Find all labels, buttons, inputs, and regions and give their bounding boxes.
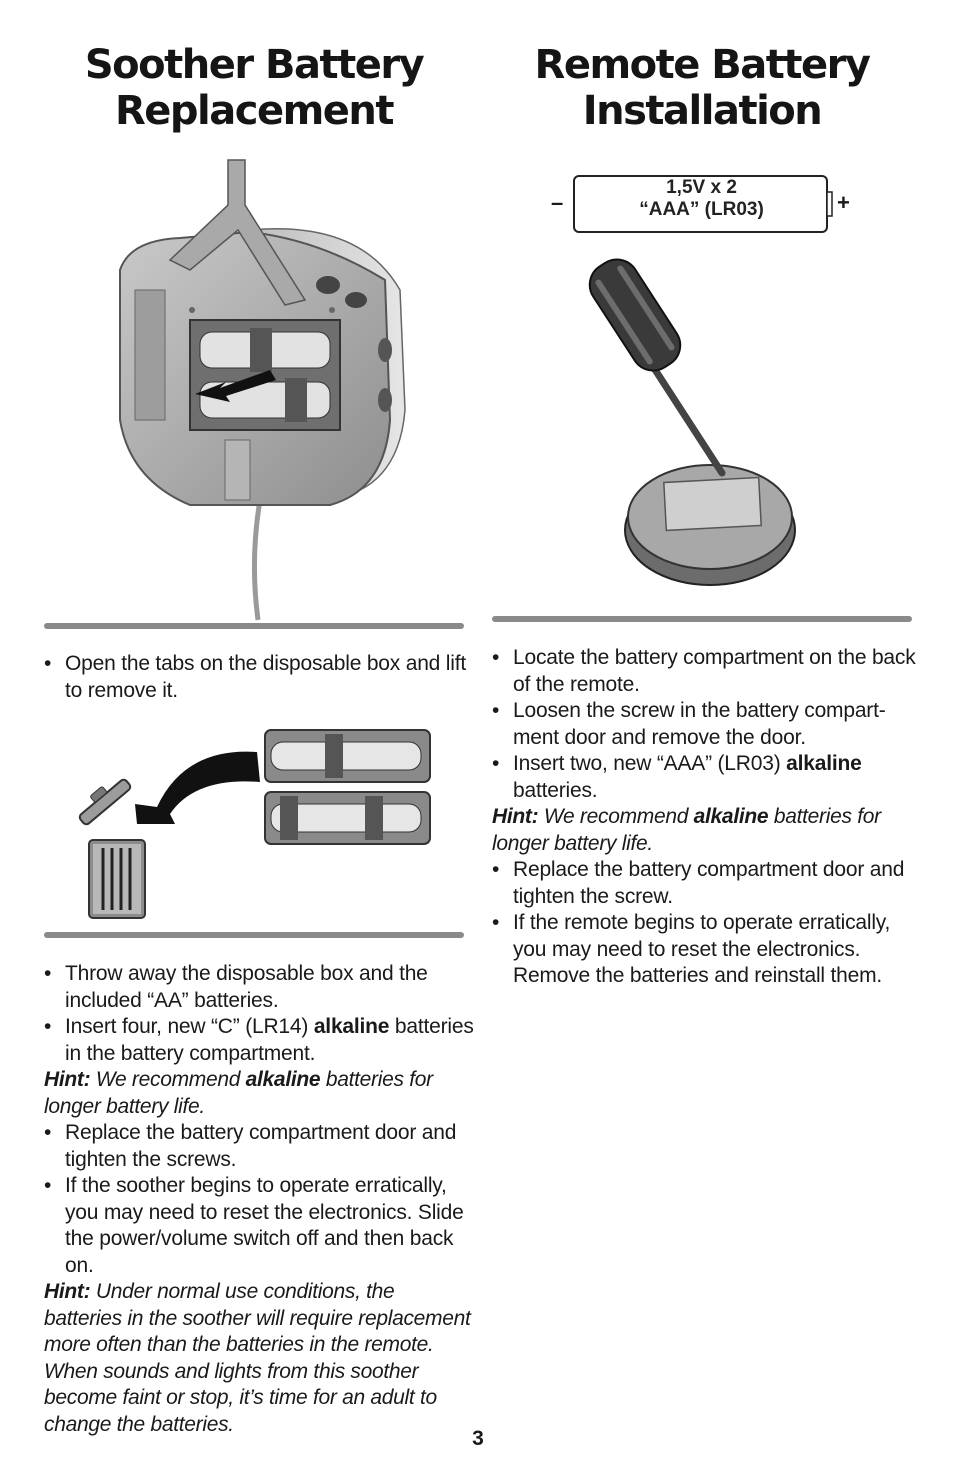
left-bullet-insert-four-bold: alkaline — [313, 1015, 390, 1038]
left-bullet-insert-four — [44, 1014, 476, 1067]
right-hint-alkaline-text: We recommend — [538, 805, 694, 828]
soother-title-line2: Replacement — [114, 88, 393, 134]
right-bullet-insert-two — [492, 751, 918, 804]
right-bullet-insert-two-text: Insert two, new “AAA” (LR03) — [513, 752, 787, 775]
left-hint-alkaline-text: We recommend — [90, 1068, 246, 1091]
left-instructions — [44, 961, 476, 1438]
battery-label — [575, 177, 828, 221]
battery-type: “AAA” (LR03) — [639, 199, 764, 220]
left-bullet-reset: • If the soother begins to operate erratically, you may need to reset the electronics. Slide the power/volume switch off and then back on. — [44, 1173, 476, 1279]
right-bullet-insert-two-text-end: batteries. — [513, 778, 598, 802]
right-instructions — [492, 645, 918, 990]
left-hint-usage-label: Hint: — [44, 1280, 91, 1303]
right-hint-alkaline-label: Hint: — [492, 805, 539, 828]
left-hint-alkaline-bold: alkaline — [245, 1068, 321, 1091]
right-bullet-replace-door: • Replace the battery compartment door and tighten the screw. — [492, 857, 918, 910]
remote-title — [482, 42, 922, 134]
left-step1-block — [44, 651, 474, 704]
left-hint-usage-text: Under normal use conditions, the batteries in the soother will require replacement more often than the batteries in the remote. When sounds and lights from this soother become faint or stop, it’s time for an adult to change the batteries. — [44, 1280, 471, 1436]
left-divider-2 — [44, 932, 464, 938]
right-bullet-reset: • If the remote begins to operate erratically, you may need to reset the electronics. Remove the batteries and reinstall them. — [492, 910, 918, 990]
left-bullet-throw-away: • Throw away the disposable box and the included “AA” batteries. — [44, 961, 476, 1014]
right-bullet-locate: • Locate the battery compartment on the back of the remote. — [492, 645, 918, 698]
right-bullet-loosen: • Loosen the screw in the battery compart-ment door and remove the door. — [492, 698, 918, 751]
soother-title-line1: Soother Battery — [84, 42, 424, 88]
left-bullet-open-tabs: • Open the tabs on the disposable box and lift to remove it. — [44, 651, 474, 704]
disposal-illustration — [75, 722, 445, 922]
battery-minus: – — [551, 190, 564, 215]
right-hint-alkaline-text-end: batteries for longer battery life. — [492, 805, 881, 855]
left-bullet-insert-four-text: Insert four, new “C” (LR14) — [65, 1015, 314, 1038]
remote-screwdriver-illustration — [590, 255, 820, 595]
left-bullet-replace-door: • Replace the battery compartment door and tighten the screws. — [44, 1120, 476, 1173]
remote-title-line1: Remote Battery — [534, 42, 870, 88]
page-number: 3 — [472, 1427, 484, 1450]
left-hint-usage — [44, 1279, 476, 1438]
right-hint-alkaline-bold: alkaline — [693, 805, 769, 828]
remote-title-line2: Installation — [582, 88, 822, 134]
left-hint-alkaline-label: Hint: — [44, 1068, 91, 1091]
right-bullet-insert-two-bold: alkaline — [786, 752, 862, 775]
left-hint-alkaline — [44, 1067, 476, 1120]
soother-device-illustration — [100, 160, 420, 620]
left-bullet-insert-four-text-end: batteries in the battery compartment. — [65, 1015, 474, 1065]
soother-title — [34, 42, 474, 134]
left-hint-alkaline-text-end: batteries for longer battery life. — [44, 1068, 433, 1118]
right-divider — [492, 616, 912, 622]
battery-plus: + — [837, 190, 850, 215]
right-hint-alkaline — [492, 804, 918, 857]
battery-voltage: 1,5V x 2 — [666, 177, 737, 198]
left-divider-1 — [44, 623, 464, 629]
